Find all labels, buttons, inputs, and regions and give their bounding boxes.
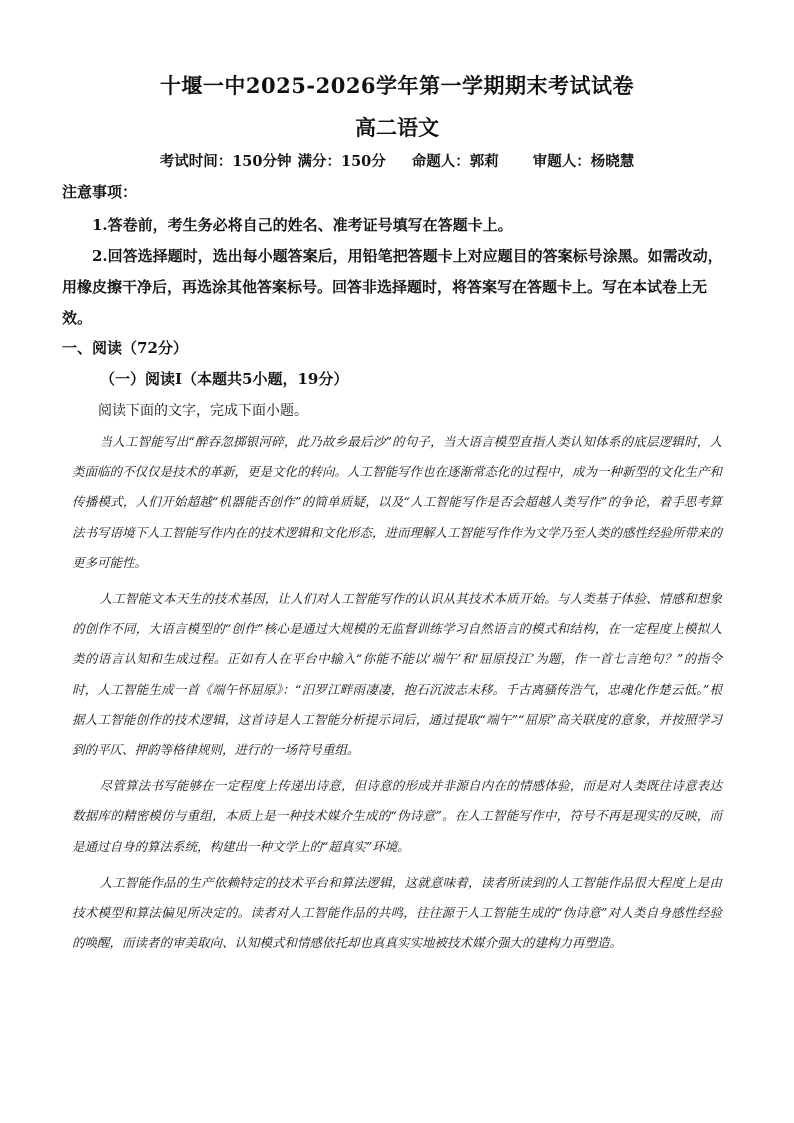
notes-heading: 注意事项：: [62, 183, 138, 201]
subject-title: 高二语文: [355, 115, 439, 140]
exam-time: 考试时间：150分钟: [159, 153, 292, 170]
passage-paragraph-1: 当人工智能写出“醉吞忽掷银河碎，此乃故乡最后沙”的句子，当大语言模型直指人类认知体系的底层逻辑时，人类面临的不仅仅是技术的革新，更是文化的转向。人工智能写作也在逐渐常态化的过程中，成为一种新型的文化生产和传播模式，人们开始超越“机器能否创作”的简单质疑，以及“人工智能写作是否会超越人类写作”的争论，着手思考算法书写语境下人工智能写作内在的技术逻辑和文化形态，进而理解人工智能写作作为文学乃至人类的感性经验所带来的更多可能性。: [72, 434, 723, 570]
reviewer: 审题人：杨晓慧: [532, 153, 635, 170]
full-score: 满分：150分: [297, 153, 386, 170]
question-setter: 命题人：郭莉: [411, 153, 499, 170]
note-item-2: 2.回答选择题时，选出每小题答案后，用铅笔把答题卡上对应题目的答案标号涂黑。如需改动，用橡皮擦干净后，再选涂其他答案标号。回答非选择题时，将答案写在答题卡上。写在本试卷上无效。: [62, 247, 723, 327]
note-item-1: 1.答卷前，考生务必将自己的姓名、准考证号填写在答题卡上。: [92, 216, 513, 234]
notes-list: [62, 210, 728, 334]
exam-title: 十堰一中2025-2026学年第一学期期末考试试卷: [159, 73, 635, 98]
subsection-title: （一）阅读Ⅰ（本题共5小题，19分）: [100, 370, 349, 388]
passage-paragraph-3: 尽管算法书写能够在一定程度上传递出诗意，但诗意的形成并非源自内在的情感体验，而是对人类既往诗意表达数据库的精密模仿与重组，本质上是一种技术媒介生成的“伪诗意”。在人工智能写作中，符号不再是现实的反映，而是通过自身的算法系统，构建出一种文学上的“超真实”环境。: [72, 778, 722, 854]
passage-paragraph-2: 人工智能文本天生的技术基因，让人们对人工智能写作的认识从其技术本质开始。与人类基于体验、情感和想象的创作不同，大语言模型的“创作”核心是通过大规模的无监督训练学习自然语言的模式和结构，在一定程度上模拟人类的语言认知和生成过程。正如有人在平台中输入“你能不能以‘端午’和‘屈原投江’为题，作一首七言绝句？”的指令时，人工智能生成一首《端午怀屈原》：“汨罗江畔雨凄凄，抱石沉波志未移。千古离骚传浩气，忠魂化作楚云低。”根据人工智能创作的技术逻辑，这首诗是人工智能分析提示词后，通过提取“端午”“屈原”高关联度的意象，并按照学习到的平仄、押韵等格律规则，进行的一场符号重组。: [72, 591, 722, 758]
exam-info-line: [0, 150, 794, 171]
passage-paragraph-4: 人工智能作品的生产依赖特定的技术平台和算法逻辑，这就意味着，读者所读到的人工智能作品很大程度上是由技术模型和算法偏见所决定的。读者对人工智能作品的共鸣，往往源于人工智能生成的“伪诗意”对人类自身感性经验的唤醒，而读者的审美取向、认知模式和情感依托却也真真实实地被技术媒介强大的建构力再塑造。: [72, 874, 722, 951]
reading-passage: [72, 427, 722, 964]
reading-instruction: 阅读下面的文字，完成下面小题。: [98, 403, 308, 419]
section-title: 一、阅读（72分）: [62, 339, 188, 357]
